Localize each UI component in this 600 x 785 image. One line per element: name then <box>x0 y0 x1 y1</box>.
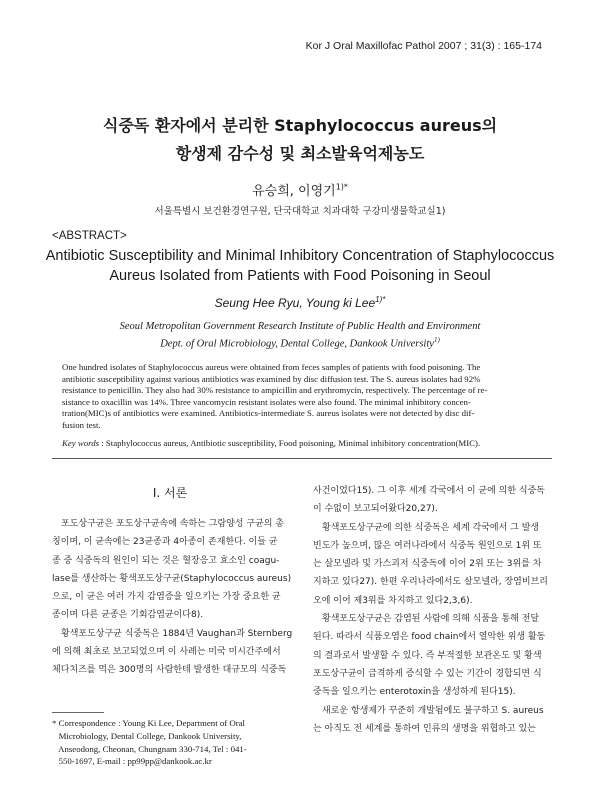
abstract-line: antibiotic susceptibility against various antibiotics was examined by disc diffusion test. The S. aureus isolates had 92% <box>62 373 481 384</box>
body-line: 중독을 일으키는 enterotoxin을 생성하게 된다15). <box>313 687 516 698</box>
body-line: 지하고 있다27). 한편 우리나라에서도 살모넬라, 장염비브리 <box>313 577 548 588</box>
correspondence-footnote <box>52 717 297 768</box>
body-line: 황색포도상구균에 의한 식중독은 세계 각국에서 그 발생 <box>322 522 540 533</box>
footnote-divider <box>52 712 104 713</box>
english-authors <box>0 295 600 310</box>
footnote-line: Microbiology, Dental College, Dankook University, <box>52 730 242 741</box>
body-line: 황색포도상구균은 감염된 사람에 의해 식품을 통해 전달 <box>322 614 540 625</box>
english-authors-names: Seung Hee Ryu, Young ki Lee <box>214 296 376 310</box>
abstract-line: One hundred isolates of Staphylococcus aureus were obtained from feces samples of patients with food poisoning. The <box>62 362 481 372</box>
korean-title-line2: 항생제 감수성 및 최소발육억제농도 <box>175 144 425 163</box>
body-line: 종 중 식중독의 원인이 되는 것은 혈장응고 효소인 coagu- <box>52 555 280 566</box>
english-affiliation-superscript: 1) <box>433 336 440 344</box>
body-line: 된다. 따라서 식품오염은 food chain에서 열악한 위생 활동 <box>313 632 546 643</box>
body-line: 에 의해 최초로 보고되었으며 이 사례는 미국 미시간주에서 <box>52 647 281 658</box>
body-line: 사건이었다15). 그 이후 세계 각국에서 이 균에 의한 식중독 <box>313 486 545 496</box>
body-line: 포도상구균이 급격하게 증식할 수 있는 기간이 경합되면 식 <box>313 668 542 679</box>
korean-authors <box>0 180 600 199</box>
keywords <box>62 438 562 448</box>
footnote-line: * Correspondence : Young Ki Lee, Department of Oral <box>52 718 245 728</box>
english-affiliation-line1: Seoul Metropolitan Government Research Institute of Public Health and Environment <box>119 321 481 332</box>
body-line: lase를 생산하는 황색포도상구균(Staphylococcus aureus) <box>52 573 292 584</box>
body-line: 체다치즈를 먹은 300명의 사람한테 발생한 대규모의 식중독 <box>52 665 287 676</box>
body-left-column <box>52 515 292 680</box>
korean-authors-names: 유승희, 이영기 <box>252 184 336 199</box>
body-line: 으로, 이 균은 여러 가지 감염증을 일으키는 가장 중요한 균 <box>52 592 281 603</box>
abstract-heading: <ABSTRACT> <box>52 230 127 242</box>
english-authors-superscript: 1)* <box>375 295 386 304</box>
keywords-text: : Staphylococcus aureus, Antibiotic susceptibility, Food poisoning, Minimal inhibitory concentration(MIC). <box>99 438 481 448</box>
footnote-line: Anseodong, Cheonan, Chungnam 330-714, Tel : 041- <box>52 743 247 754</box>
body-line: 새로운 항생제가 꾸준히 개발됨에도 불구하고 S. aureus <box>322 705 544 716</box>
body-line: 칭이며, 이 균속에는 23균종과 4아종이 존재한다. 이들 균 <box>52 537 278 548</box>
korean-title-line1: 식중독 환자에서 분리한 Staphylococcus aureus의 <box>102 116 498 135</box>
body-line: 종이며 다른 균종은 기회감염균이다8). <box>52 610 204 621</box>
journal-reference: Kor J Oral Maxillofac Pathol 2007 ; 31(3) : 165-174 <box>305 40 542 52</box>
body-right-column <box>313 482 553 738</box>
korean-authors-superscript: 1)* <box>335 182 348 192</box>
abstract-line: fusion test. <box>62 419 101 430</box>
abstract-body <box>62 362 554 431</box>
korean-affiliation: 서울특별시 보건환경연구원, 단국대학교 치과대학 구강미생물학교실1) <box>154 206 446 217</box>
abstract-line: resistance to penicillin. They also had 30% resistance to ampicillin and erythromycin, respectively. The percentage of re- <box>62 385 488 395</box>
body-line: 빈도가 높으며, 많은 여러나라에서 식중독 원인으로 1위 또 <box>313 540 542 551</box>
body-line: 는 살모넬라 및 가스괴저 식중독에 이어 2위 또는 3위를 차 <box>313 559 542 570</box>
abstract-line: tration(MIC)s of antibiotics were examined. Antibiotics-intermediate S. aureus isolates were not detected by disc dif- <box>62 408 475 418</box>
english-title-line1: Antibiotic Susceptibility and Minimal Inhibitory Concentration of Staphylococcus <box>45 248 555 264</box>
section-heading-introduction: I. 서론 <box>152 486 188 500</box>
english-title-line2: Aureus Isolated from Patients with Food Poisoning in Seoul <box>109 268 491 284</box>
section-divider <box>52 458 552 459</box>
body-line: 이 수없이 보고되어왔다20,27). <box>313 504 438 515</box>
abstract-line: sistance to oxacillin was 14%. Three vancomycin resistant isolates were also found. The minimal inhibitory concen- <box>62 396 471 407</box>
english-affiliation-line2 <box>0 336 600 350</box>
body-line: 황색포도상구균 식중독은 1884년 Vaughan과 Sternberg <box>61 628 292 639</box>
body-line: 는 아직도 전 세계를 통하여 인류의 생명을 위협하고 있는 <box>313 723 536 734</box>
footnote-line: 550-1697, E-mail : pp99pp@dankook.ac.kr <box>52 756 212 767</box>
body-line: 의 결과로서 발생할 수 있다. 즉 부적절한 보관온도 및 황색 <box>313 650 542 661</box>
keywords-label: Key words <box>62 438 100 448</box>
body-line: 오에 이어 제3위를 차지하고 있다2,3,6). <box>313 595 473 606</box>
english-affiliation-line2-text: Dept. of Oral Microbiology, Dental College, Dankook University <box>160 338 434 350</box>
body-line: 포도상구균은 포도상구균속에 속하는 그람양성 구균의 총 <box>61 519 284 529</box>
